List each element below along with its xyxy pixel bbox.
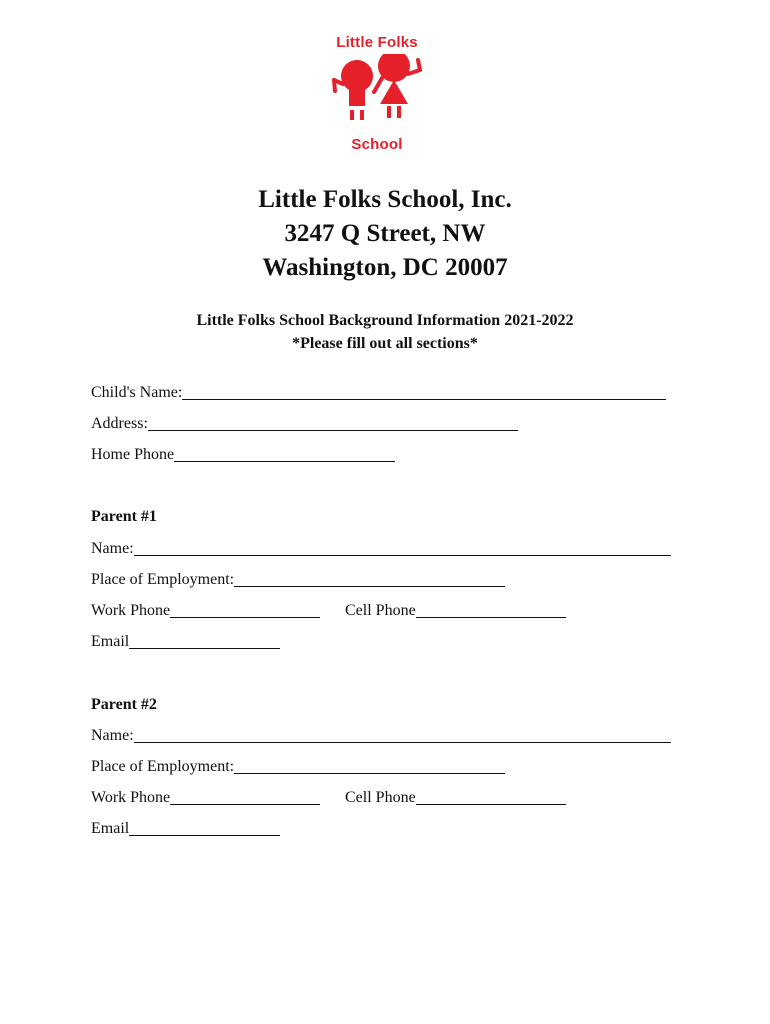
parent1-work-phone-label: Work Phone bbox=[91, 602, 171, 619]
parent2-cell-phone-field[interactable] bbox=[345, 788, 566, 808]
parent1-work-phone-field[interactable] bbox=[91, 601, 320, 621]
school-city-state-zip: Washington, DC 20007 bbox=[262, 254, 508, 281]
logo-bottom-text: School bbox=[351, 136, 403, 153]
parent1-email-field[interactable] bbox=[91, 632, 280, 652]
logo-top-text: Little Folks bbox=[336, 34, 418, 51]
parent1-cell-phone-field[interactable] bbox=[345, 601, 566, 621]
school-street-address: 3247 Q Street, NW bbox=[284, 220, 486, 247]
child-address-field[interactable] bbox=[91, 414, 518, 434]
parent1-email-input-line[interactable] bbox=[129, 632, 280, 649]
parent2-name-label: Name: bbox=[91, 727, 134, 744]
parent1-cell-phone-label: Cell Phone bbox=[345, 602, 416, 619]
parent1-work-phone-input-line[interactable] bbox=[170, 601, 320, 618]
parent2-email-label: Email bbox=[91, 820, 130, 837]
parent2-name-input-line[interactable] bbox=[134, 726, 671, 743]
parent2-employment-field[interactable] bbox=[91, 757, 505, 777]
school-name: Little Folks School, Inc. bbox=[258, 186, 512, 213]
home-phone-field[interactable] bbox=[91, 445, 395, 465]
parent1-employment-input-line[interactable] bbox=[234, 570, 505, 587]
parent2-name-field[interactable] bbox=[91, 726, 671, 746]
child-name-input-line[interactable] bbox=[182, 383, 666, 400]
child-name-label: Child's Name: bbox=[91, 384, 183, 401]
school-logo bbox=[322, 30, 432, 158]
parent2-employment-label: Place of Employment: bbox=[91, 758, 235, 775]
child-address-label: Address: bbox=[91, 415, 148, 432]
child-address-input-line[interactable] bbox=[148, 414, 518, 431]
children-figures-icon bbox=[330, 54, 424, 132]
parent1-name-input-line[interactable] bbox=[134, 539, 671, 556]
parent1-email-label: Email bbox=[91, 633, 130, 650]
home-phone-label: Home Phone bbox=[91, 446, 175, 463]
parent2-work-phone-label: Work Phone bbox=[91, 789, 171, 806]
parent1-employment-field[interactable] bbox=[91, 570, 505, 590]
parent2-work-phone-input-line[interactable] bbox=[170, 788, 320, 805]
parent1-name-field[interactable] bbox=[91, 539, 671, 559]
parent1-cell-phone-input-line[interactable] bbox=[416, 601, 566, 618]
parent2-email-input-line[interactable] bbox=[129, 819, 280, 836]
child-name-field[interactable] bbox=[91, 383, 666, 403]
parent2-cell-phone-input-line[interactable] bbox=[416, 788, 566, 805]
parent1-employment-label: Place of Employment: bbox=[91, 571, 235, 588]
form-instruction: *Please fill out all sections* bbox=[292, 335, 478, 352]
parent2-employment-input-line[interactable] bbox=[234, 757, 505, 774]
parent2-email-field[interactable] bbox=[91, 819, 280, 839]
parent1-section-title: Parent #1 bbox=[91, 508, 157, 525]
parent1-name-label: Name: bbox=[91, 540, 134, 557]
home-phone-input-line[interactable] bbox=[174, 445, 395, 462]
parent2-cell-phone-label: Cell Phone bbox=[345, 789, 416, 806]
form-title: Little Folks School Background Information 2021-2022 bbox=[196, 312, 574, 329]
parent2-section-title: Parent #2 bbox=[91, 696, 157, 713]
parent2-work-phone-field[interactable] bbox=[91, 788, 320, 808]
